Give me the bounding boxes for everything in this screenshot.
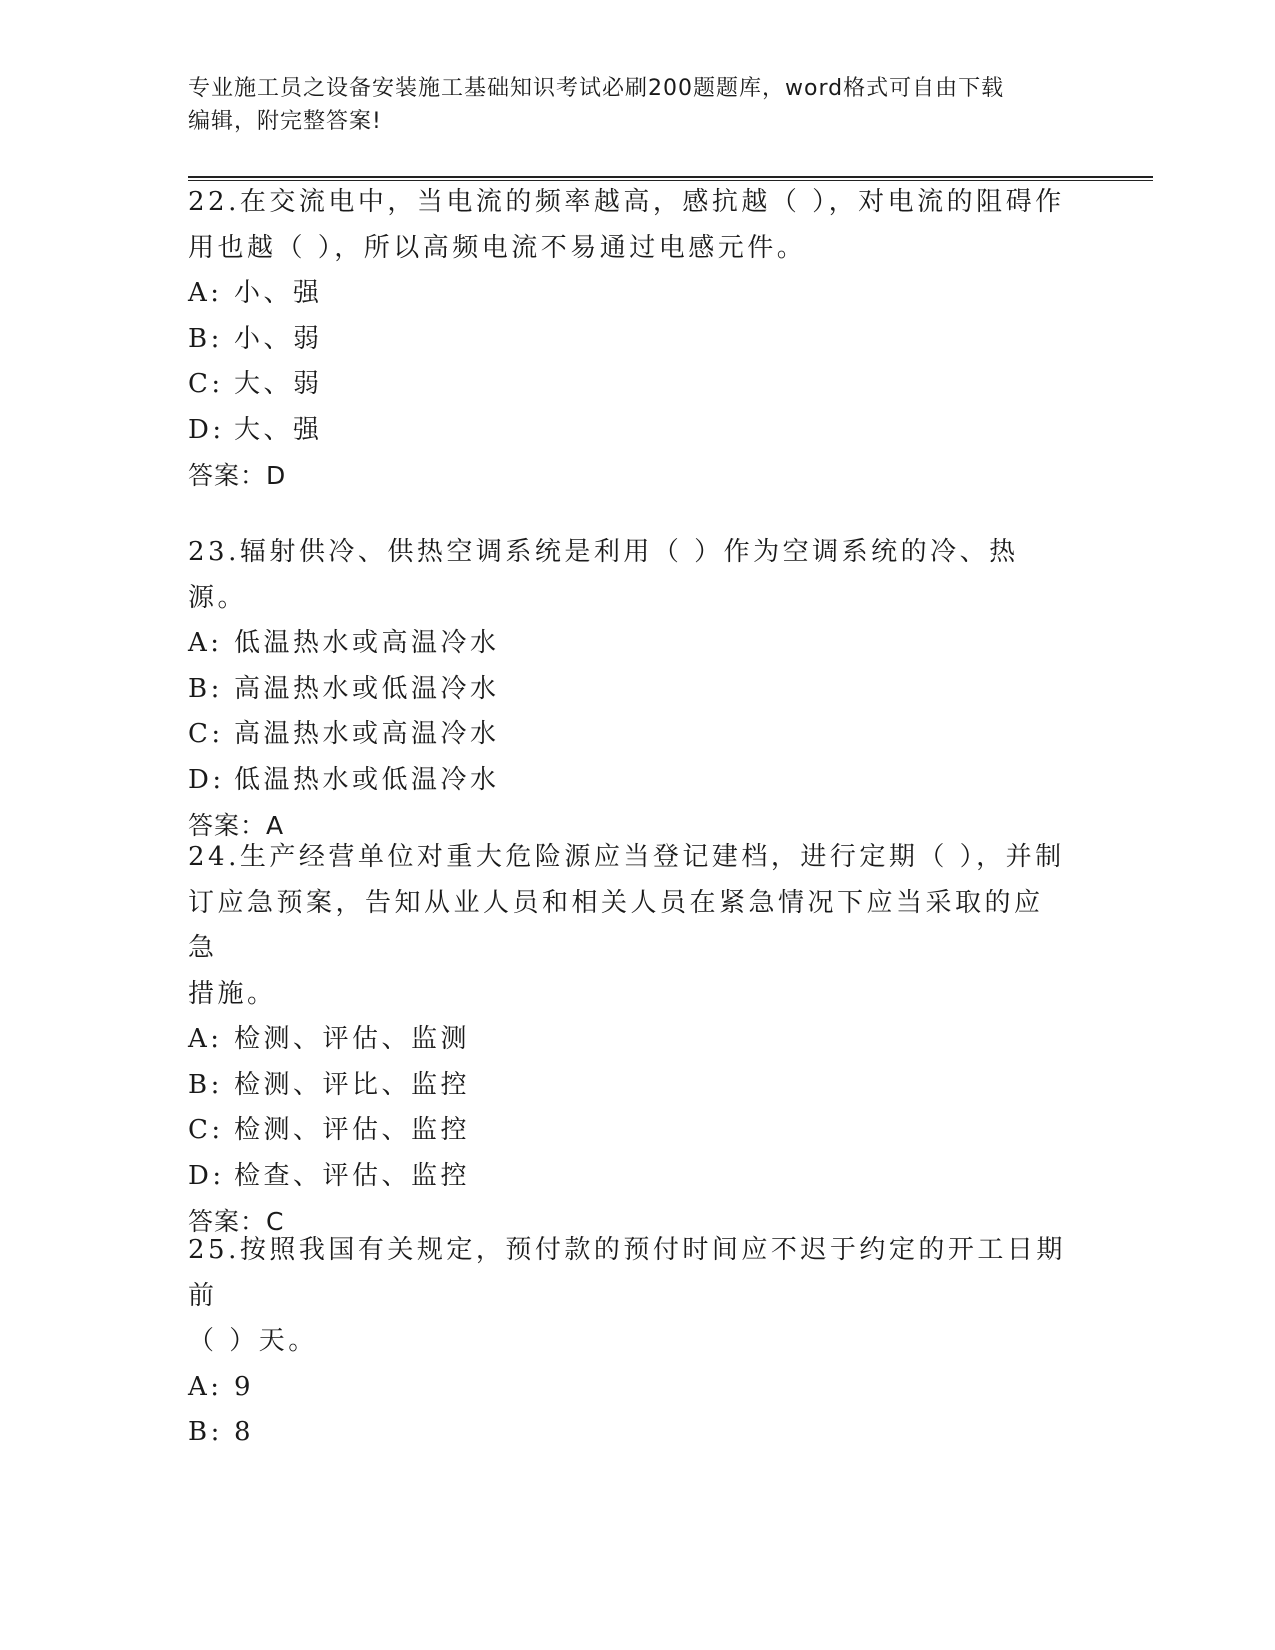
question-stem-line: 23.辐射供冷、供热空调系统是利用（ ）作为空调系统的冷、热源。 bbox=[188, 537, 1019, 613]
option-text: 9 bbox=[234, 1371, 255, 1402]
option-letter: C: bbox=[188, 1115, 224, 1145]
option-text: 检测、评估、监测 bbox=[234, 1024, 471, 1054]
option-letter: B: bbox=[188, 673, 223, 704]
option-text: 高温热水或高温冷水 bbox=[234, 719, 500, 749]
option-text: 大、弱 bbox=[234, 369, 323, 399]
option-c bbox=[188, 1108, 1068, 1154]
option-letter: A: bbox=[188, 1024, 223, 1054]
option-letter: B: bbox=[188, 323, 223, 354]
option-text: 检查、评估、监控 bbox=[234, 1160, 471, 1191]
option-b bbox=[188, 667, 1068, 713]
option-letter: D: bbox=[188, 414, 225, 445]
option-letter: C: bbox=[188, 719, 224, 749]
option-text: 高温热水或低温冷水 bbox=[234, 673, 500, 704]
document-header bbox=[188, 72, 1068, 138]
option-letter: C: bbox=[188, 369, 224, 399]
option-c bbox=[188, 712, 1068, 758]
question-stem bbox=[188, 530, 1068, 621]
question-stem-line: （ ）天。 bbox=[188, 1326, 318, 1356]
header-line-1: 专业施工员之设备安装施工基础知识考试必刷200题题库，word格式可自由下载 bbox=[188, 76, 1005, 101]
option-b bbox=[188, 317, 1068, 363]
option-a bbox=[188, 271, 1068, 317]
question-stem bbox=[188, 835, 1068, 1017]
question-stem-line: 22.在交流电中，当电流的频率越高，感抗越（ ），对电流的阻碍作 bbox=[188, 187, 1065, 217]
option-letter: B: bbox=[188, 1417, 223, 1447]
option-text: 小、强 bbox=[234, 278, 323, 308]
question-stem-line: 用也越（ ），所以高频电流不易通过电感元件。 bbox=[188, 232, 807, 263]
option-b bbox=[188, 1410, 1068, 1456]
question-23 bbox=[188, 530, 1068, 849]
option-text: 8 bbox=[234, 1417, 255, 1447]
question-stem-line: 措施。 bbox=[188, 978, 277, 1009]
option-a bbox=[188, 621, 1068, 667]
question-stem-line: 24.生产经营单位对重大危险源应当登记建档，进行定期（ ），并制 bbox=[188, 842, 1065, 872]
option-a bbox=[188, 1365, 1068, 1411]
option-text: 检测、评估、监控 bbox=[234, 1115, 471, 1145]
option-text: 大、强 bbox=[234, 414, 323, 445]
option-d bbox=[188, 758, 1068, 804]
option-text: 检测、评比、监控 bbox=[234, 1069, 471, 1100]
option-letter: A: bbox=[188, 278, 223, 308]
answer-line: 答案：C bbox=[188, 1207, 285, 1236]
question-22 bbox=[188, 180, 1068, 499]
answer-line: 答案：A bbox=[188, 811, 285, 840]
option-c bbox=[188, 362, 1068, 408]
question-24 bbox=[188, 835, 1068, 1245]
option-text: 低温热水或低温冷水 bbox=[234, 764, 500, 795]
header-line-2: 编辑，附完整答案! bbox=[188, 109, 382, 134]
option-letter: A: bbox=[188, 628, 223, 658]
option-d bbox=[188, 1154, 1068, 1200]
option-letter: A: bbox=[188, 1371, 223, 1402]
question-stem-line: 订应急预案，告知从业人员和相关人员在紧急情况下应当采取的应急 bbox=[188, 887, 1044, 963]
answer-line: 答案：D bbox=[188, 461, 287, 490]
question-stem-line: 25.按照我国有关规定，预付款的预付时间应不迟于约定的开工日期前 bbox=[188, 1235, 1066, 1311]
option-letter: D: bbox=[188, 764, 225, 795]
option-text: 低温热水或高温冷水 bbox=[234, 628, 500, 658]
option-letter: D: bbox=[188, 1160, 225, 1191]
question-stem bbox=[188, 1228, 1068, 1365]
option-d bbox=[188, 408, 1068, 454]
question-25 bbox=[188, 1228, 1068, 1456]
option-letter: B: bbox=[188, 1069, 223, 1100]
option-a bbox=[188, 1017, 1068, 1063]
option-text: 小、弱 bbox=[234, 323, 323, 354]
option-b bbox=[188, 1063, 1068, 1109]
question-stem bbox=[188, 180, 1068, 271]
